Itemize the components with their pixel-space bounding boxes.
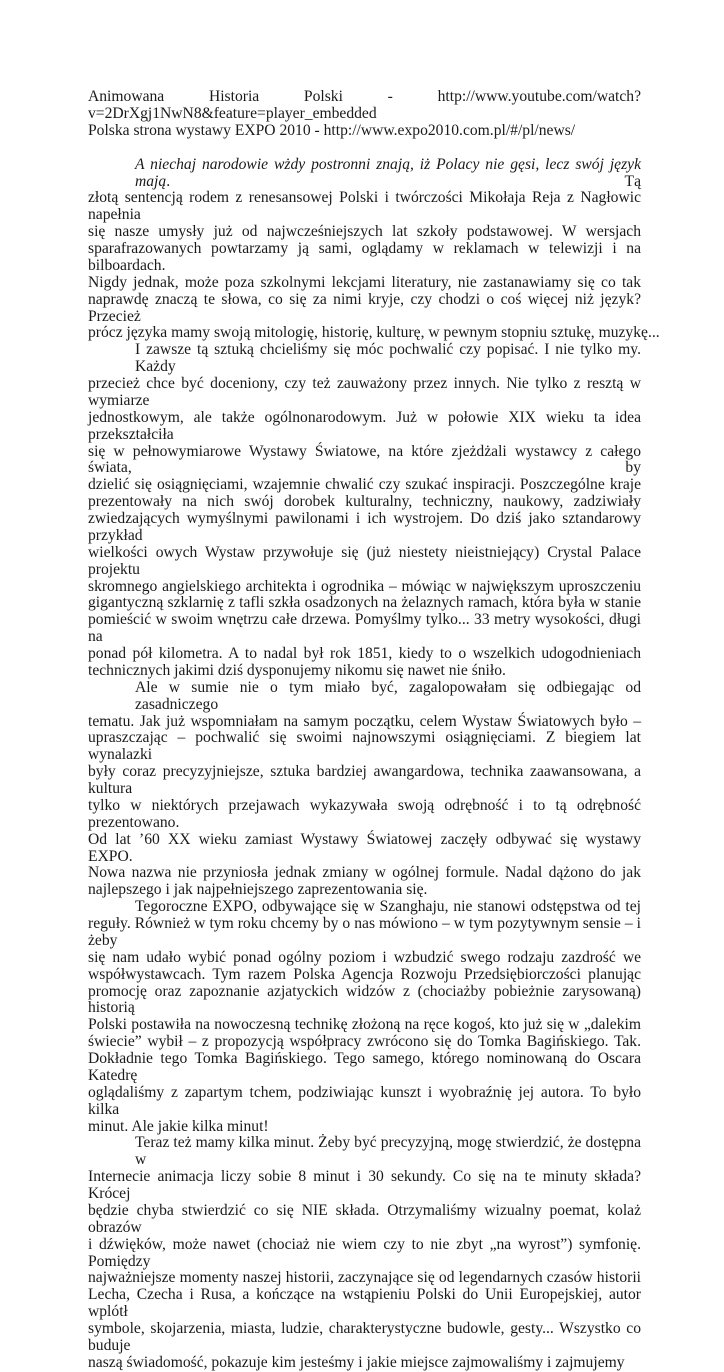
text-line: gigantyczną szklarnię z tafli szkła osadzonych na żelaznych ramach, która była w stanie	[88, 594, 641, 612]
text-line: się w pełnowymiarowe Wystawy Światowe, na które zjeżdżali wystawcy z całego świata, by	[88, 442, 641, 477]
text-line: przecież chce być doceniony, czy też zauważony przez innych. Nie tylko z resztą w wymiarze	[88, 375, 641, 409]
text-line: i dźwięków, może nawet (chociaż nie wiem czy to nie zbyt „na wyrost”) symfonię. Pomiędzy	[88, 1235, 641, 1270]
text-line: złotą sentencją rodem z renesansowej Polski i twórczości Mikołaja Reja z Nagłowic napełnia	[88, 189, 641, 224]
source-link-line-1: Animowana Historia Polski - http://www.youtube.com/watch?	[88, 88, 641, 105]
text-line: minut. Ale jakie kilka minut!	[88, 1117, 269, 1135]
body-text	[88, 189, 660, 1371]
text-line: najważniejsze momenty naszej historii, zaczynające się od legendarnych czasów historii	[88, 1269, 641, 1287]
text-line: wielkości owych Wystaw przywołuje się (już niestety nieistniejący) Crystal Palace projektu	[88, 543, 641, 578]
paragraph	[88, 899, 641, 1135]
text-line: Tegoroczne EXPO, odbywające się w Szanghaju, nie stanowi odstępstwa od tej	[135, 898, 641, 916]
text-line: sparafrazowanych powtarzamy ją sami, oglądamy w reklamach w telewizji i na bilboardach.	[88, 240, 641, 274]
text-line: naprawdę znaczą te słowa, co się za nimi kryje, czy chodzi o coś więcej niż język? Przecież	[88, 290, 641, 325]
paragraph	[88, 680, 641, 899]
text-line: tylko w niektórych przejawach wykazywała swoją odrębność i to tą odrębność prezentowano.	[88, 796, 641, 831]
text-line: najlepszego i jak najpełniejszego zaprezentowania się.	[88, 881, 428, 899]
paragraph	[88, 342, 641, 680]
text-line: Ale w sumie nie o tym miało być, zagalopowałam się odbiegając od zasadniczego	[135, 678, 641, 713]
text-line: prezentowały na nich swój dorobek kulturalny, techniczny, naukowy, zadziwiały	[88, 493, 641, 511]
source-link-line-3: Polska strona wystawy EXPO 2010 - http://www.expo2010.com.pl/#/pl/news/	[88, 121, 576, 139]
text-line: Dokładnie tego Tomka Bagińskiego. Tego samego, którego nominowaną do Oscara Katedrę	[88, 1050, 641, 1084]
paragraph	[88, 1135, 641, 1371]
quote-continuation: . Tą	[166, 172, 641, 190]
blank-line	[88, 140, 641, 157]
text-line: dzielić się osiągnięciami, wzajemnie chwalić czy szukać inspiracji. Poszczególne kraje	[88, 476, 641, 494]
text-line: Od lat ’60 XX wieku zamiast Wystawy Światowej zaczęły odbywać się wystawy EXPO.	[88, 830, 641, 865]
text-line: były coraz precyzyjniejsze, sztuka bardziej awangardowa, technika zaawansowana, a kultura	[88, 763, 641, 797]
text-line: technicznych jakimi dziś dysponujemy nikomu się nawet nie śniło.	[88, 661, 506, 679]
text-line: świecie” wybił – z propozycją współpracy zwrócono się do Tomka Bagińskiego. Tak.	[88, 1033, 641, 1051]
reja-quote: A niechaj narodowie wżdy postronni znają, iż Polacy nie gęsi, lecz swój język mają	[135, 155, 641, 190]
quote-line	[88, 157, 641, 191]
text-line: upraszczając – pochwalić się swoimi najnowszymi osiągnięciami. Z biegiem lat wynalazki	[88, 729, 641, 764]
text-line: zwiedzających wymyślnymi pawilonami i ich wystrojem. Do dziś jako sztandarowy przykład	[88, 510, 641, 544]
text-line: pomieścić w swoim wnętrzu całe drzewa. Pomyślmy tylko... 33 metry wysokości, długi na	[88, 611, 641, 646]
text-line: ponad pół kilometra. A to nadal był rok 1851, kiedy to o wszelkich udogodnieniach	[88, 645, 641, 662]
source-link-line-2: v=2DrXgj1NwN8&feature=player_embedded	[88, 104, 377, 122]
text-line: Internecie animacja liczy sobie 8 minut i 30 sekundy. Co się na te minuty składa? Krócej	[88, 1168, 641, 1202]
text-line: Lecha, Czecha i Rusa, a kończące na wstąpieniu Polski do Unii Europejskiej, autor wplótł	[88, 1286, 641, 1321]
text-line: promocję oraz zapoznanie azjatyckich widzów z (chociażby pobieżnie zarysowaną) historią	[88, 982, 641, 1017]
text-line: Nigdy jednak, może poza szkolnymi lekcjami literatury, nie zastanawiamy się co tak	[88, 273, 641, 291]
text-line: Nowa nazwa nie przyniosła jednak zmiany w ogólnej formule. Nadal dążono do jak	[88, 864, 641, 882]
text-line: I zawsze tą sztuką chcieliśmy się móc pochwalić czy popisać. I nie tylko my. Każdy	[135, 341, 641, 376]
text-line: się nasze umysły już od najwcześniejszych lat szkoły podstawowej. W wersjach	[88, 223, 641, 241]
paragraph	[88, 189, 660, 342]
text-line: Polski postawiła na nowoczesną technikę złożoną na ręce kogoś, kto już się w „dalekim	[88, 1016, 641, 1034]
text-line: reguły. Również w tym roku chcemy by o nas mówiono – w tym pozytywnym sensie – i żeby	[88, 915, 641, 949]
text-line: skromnego angielskiego architekta i ogrodnika – mówiąc w największym uproszczeniu	[88, 577, 641, 595]
text-line: symbole, skojarzenia, miasta, ludzie, charakterystyczne budowle, gesty... Wszystko co buduje	[88, 1320, 641, 1354]
text-line: współwystawcach. Tym razem Polska Agencja Rozwoju Przedsiębiorczości planując	[88, 965, 641, 983]
text-line: jednostkowym, ale także ogólnonarodowym. Już w połowie XIX wieku ta idea przekształciła	[88, 408, 641, 443]
text-line: będzie chyba stwierdzić co się NIE składa. Otrzymaliśmy wizualny poemat, kolaż obrazów	[88, 1201, 641, 1236]
text-line: naszą świadomość, pokazuje kim jesteśmy i jakie miejsce zajmowaliśmy i zajmujemy	[88, 1353, 625, 1371]
text-line: tematu. Jak już wspomniałam na samym początku, celem Wystaw Światowych było –	[88, 712, 641, 730]
document-page	[88, 88, 660, 1372]
text-line: się nam udało wybić ponad ogólny poziom i wzbudzić swego rodzaju zazdrość we	[88, 948, 641, 966]
text-line: Teraz też mamy kilka minut. Żeby być precyzyjną, mogę stwierdzić, że dostępna w	[135, 1134, 641, 1169]
text-line: prócz języka mamy swoją mitologię, historię, kulturę, w pewnym stopniu sztukę, muzykę...	[88, 324, 660, 342]
text-line: oglądaliśmy z zapartym tchem, podziwiając kunszt i wyobraźnię jej autora. To było kilka	[88, 1083, 641, 1118]
